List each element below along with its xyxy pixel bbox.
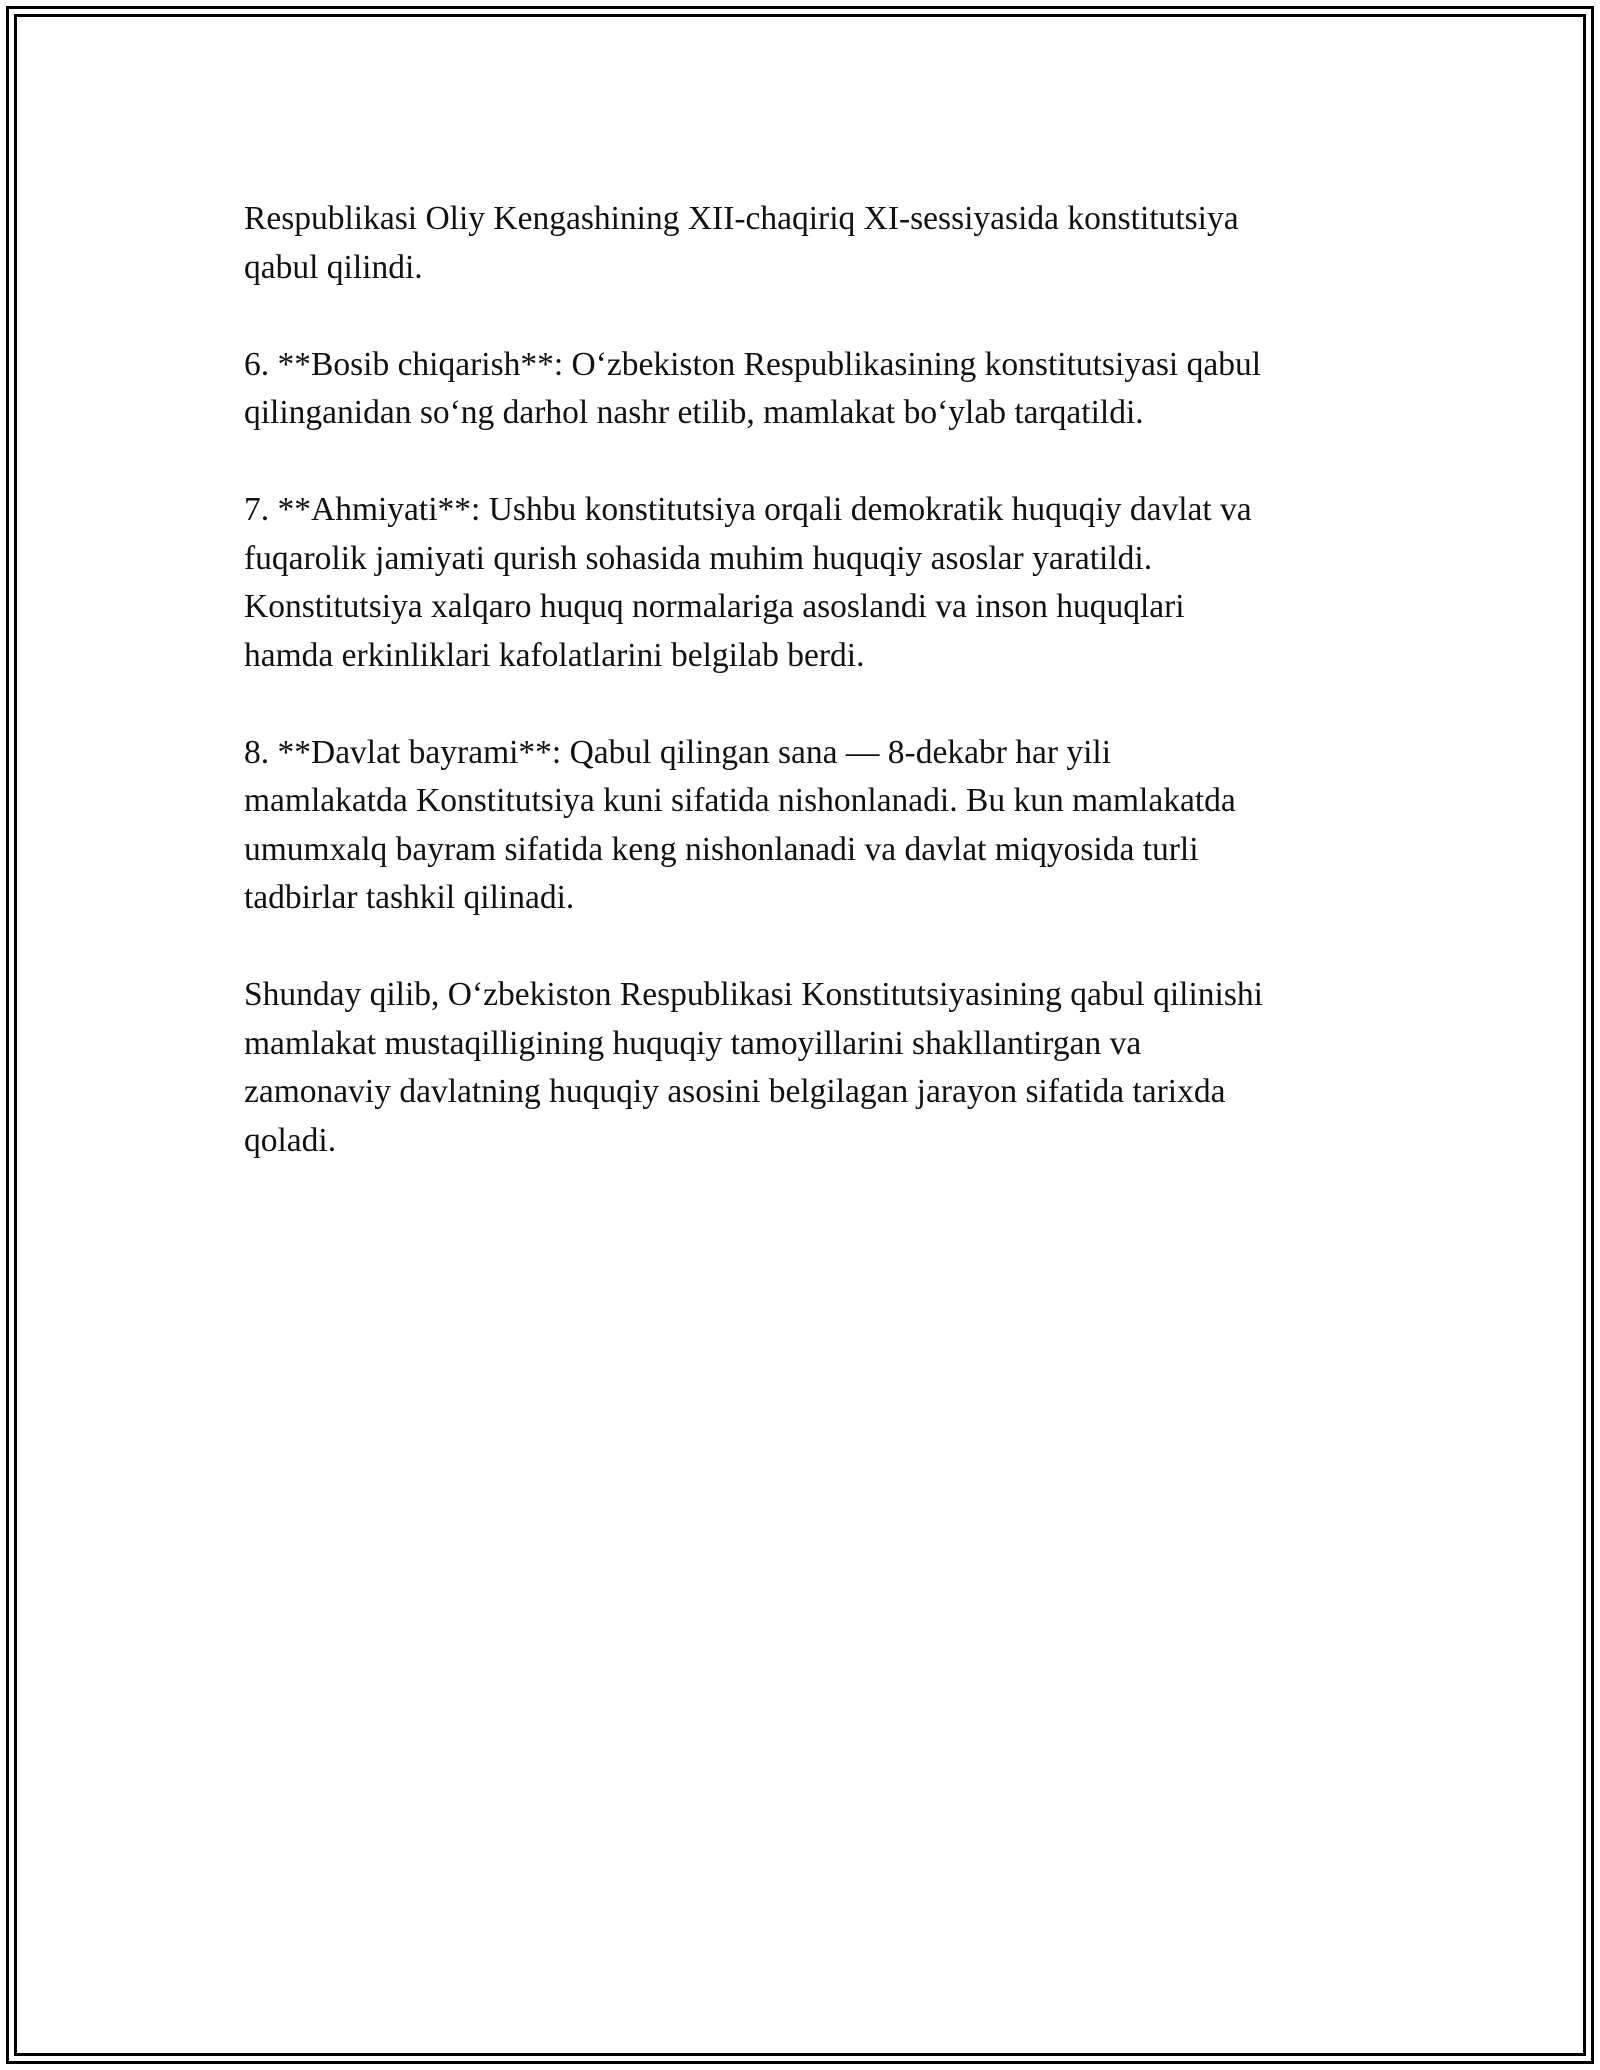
paragraph-item-8: 8. **Davlat bayrami**: Qabul qilingan sana — 8-dekabr har yili mamlakatda Konstitutsiya kuni sifatida nishonlanadi. Bu kun mamlakatda umumxalq bayram sifatida keng nishonlanadi va davlat miqyosida turli tadbirlar tashkil qilinadi. <box>244 733 1236 916</box>
document-page <box>6 6 1594 2064</box>
paragraph-conclusion: Shunday qilib, O‘zbekiston Respublikasi Konstitutsiyasining qabul qilinishi mamlakat mustaqilligining huquqiy tamoyillarini shakllantirgan va zamonaviy davlatning huquqiy asosini belgilagan jarayon sifatida tarixda qoladi. <box>244 976 1263 1159</box>
paragraph-item-6: 6. **Bosib chiqarish**: O‘zbekiston Respublikasining konstitutsiyasi qabul qilinganidan so‘ng darhol nashr etilib, mamlakat bo‘ylab tarqatildi. <box>244 345 1262 431</box>
paragraph-continuation: Respublikasi Oliy Kengashining XII-chaqiriq XI-sessiyasida konstitutsiya qabul qilindi. <box>244 200 1239 286</box>
paragraph-item-7: 7. **Ahmiyati**: Ushbu konstitutsiya orqali demokratik huquqiy davlat va fuqarolik jamiyati qurish sohasida muhim huquqiy asoslar yaratildi. Konstitutsiya xalqaro huquq normalariga asoslandi va inson huquqlari hamda erkinliklari kafolatlarini belgilab berdi. <box>244 491 1252 674</box>
document-body <box>244 195 1384 1214</box>
